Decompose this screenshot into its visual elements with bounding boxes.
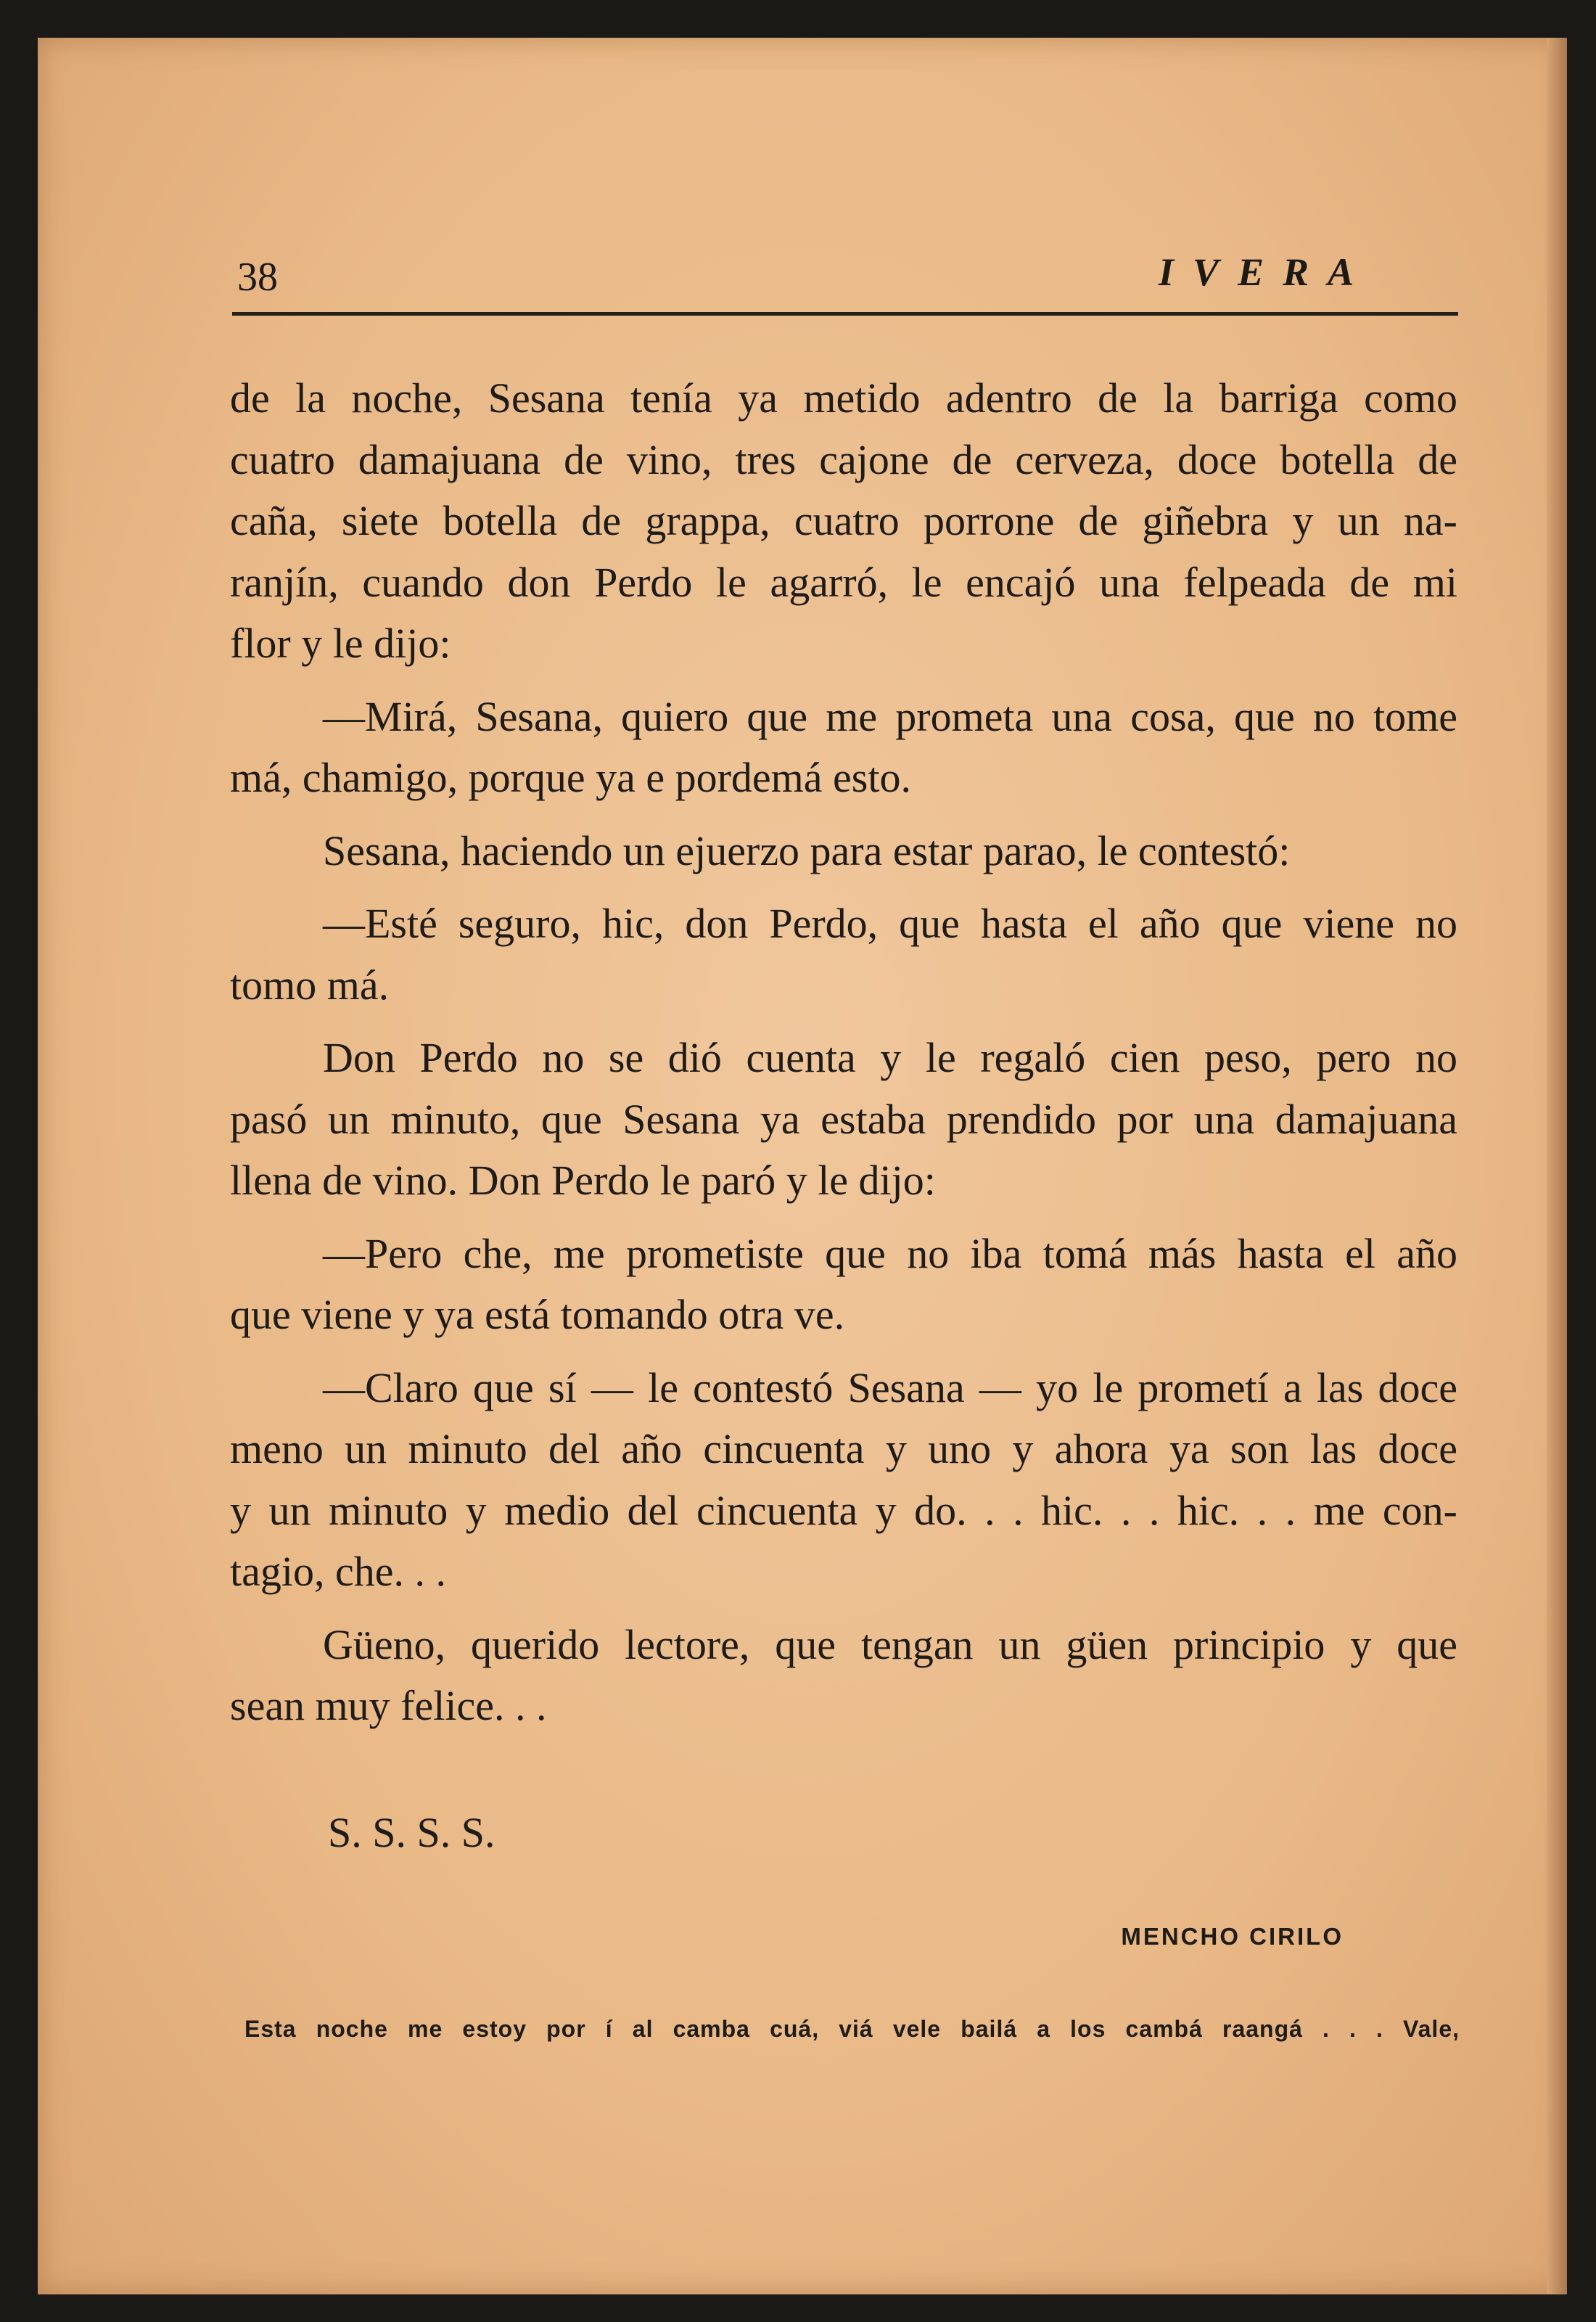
text-line: —Claro que sí — le contestó Sesana — yo le prometí a las doce: [323, 1363, 1457, 1411]
text-line: —Esté seguro, hic, don Perdo, que hasta el año que viene no: [323, 900, 1457, 947]
text-line: sean muy felice. . .: [230, 1682, 547, 1729]
text-line: cuatro damajuana de vino, tres cajone de cerveza, doce botella de: [230, 435, 1457, 483]
page-spine-edge: [1547, 38, 1567, 2294]
paragraph: [230, 1358, 1457, 1603]
header-rule: [232, 312, 1458, 316]
page-number: 38: [237, 255, 278, 300]
running-head: IVERA: [1158, 250, 1373, 294]
signoff: S. S. S. S.: [328, 1809, 495, 1856]
paragraph: [230, 821, 1457, 882]
body-text: [230, 368, 1457, 1749]
paragraph: [230, 1027, 1457, 1212]
text-line: má, chamigo, porque ya e pordemá esto.: [230, 754, 911, 801]
text-line: Güeno, querido lectore, que tengan un güen principio y que: [323, 1620, 1457, 1668]
text-line: —Pero che, me prometiste que no iba tomá más hasta el año: [323, 1229, 1457, 1277]
text-line: de la noche, Sesana tenía ya metido adentro de la barriga como: [230, 374, 1457, 422]
paragraph: [230, 686, 1457, 809]
text-line: tagio, che. . .: [230, 1548, 446, 1595]
text-line: flor y le dijo:: [230, 620, 451, 667]
text-line: meno un minuto del año cincuenta y uno y ahora ya son las doce: [230, 1425, 1457, 1472]
text-line: que viene y ya está tomando otra ve.: [230, 1291, 845, 1338]
text-line: Don Perdo no se dió cuenta y le regaló cien peso, pero no: [323, 1034, 1457, 1081]
paragraph: [230, 1615, 1457, 1737]
text-line: caña, siete botella de grappa, cuatro porrone de giñebra y un na-: [230, 497, 1457, 544]
text-line: —Mirá, Sesana, quiero que me prometa una cosa, que no tome: [323, 692, 1457, 740]
page: [38, 38, 1567, 2294]
paragraph: [230, 1223, 1457, 1346]
text-line: llena de vino. Don Perdo le paró y le dijo:: [230, 1157, 936, 1204]
text-line: ranjín, cuando don Perdo le agarró, le encajó una felpeada de mi: [230, 558, 1457, 606]
text-line: pasó un minuto, que Sesana ya estaba prendido por una damajuana: [230, 1095, 1457, 1143]
author-name: MENCHO CIRILO: [1121, 1923, 1344, 1950]
text-line: tomo má.: [230, 961, 390, 1009]
paragraph: [230, 893, 1457, 1016]
paragraph: [230, 368, 1457, 675]
footer-line: Esta noche me estoy por í al camba cuá, viá vele bailá a los cambá raangá . . . Vale,: [244, 2016, 1460, 2042]
text-line: Sesana, haciendo un ejuerzo para estar parao, le contestó:: [323, 826, 1291, 874]
text-line: y un minuto y medio del cincuenta y do. . . hic. . . hic. . . me con-: [230, 1486, 1457, 1534]
